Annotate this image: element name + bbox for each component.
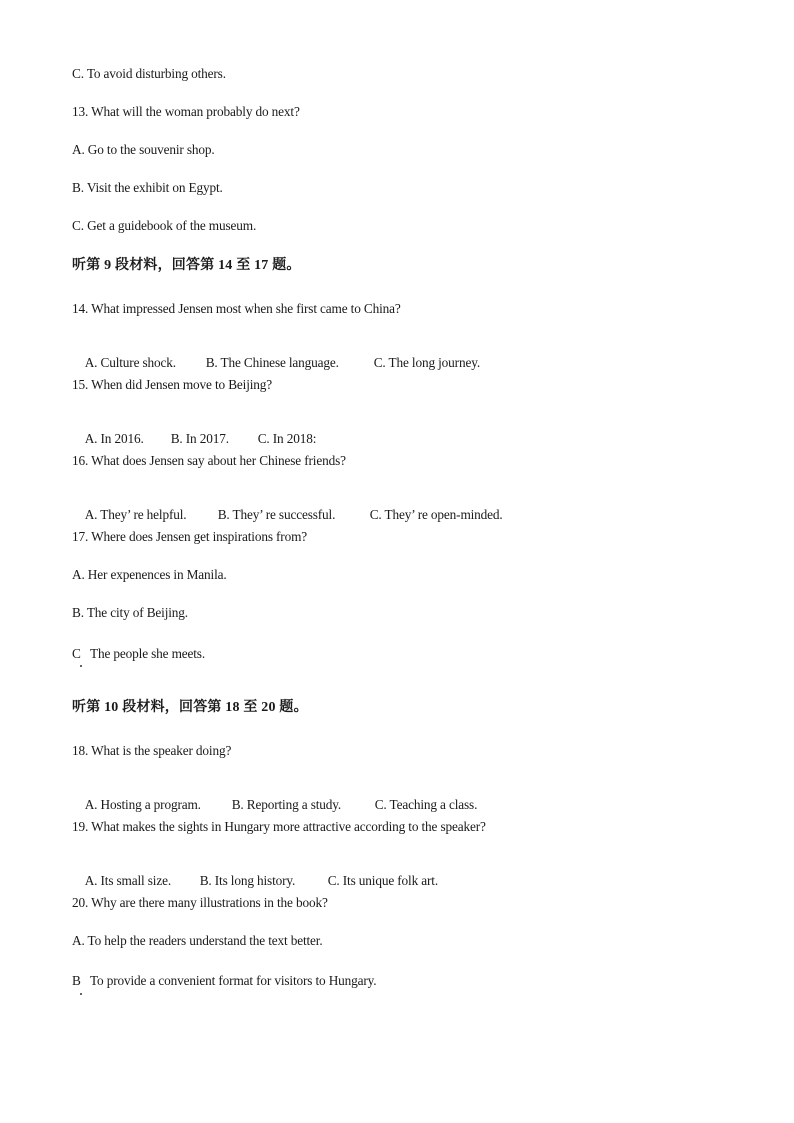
question-18: 18. What is the speaker doing?: [72, 743, 232, 758]
q13-option-a: A. Go to the souvenir shop.: [72, 142, 215, 157]
q15-option-c: C. In 2018:: [257, 431, 317, 446]
question-16: 16. What does Jensen say about her Chinese friends?: [72, 453, 346, 468]
q20-option-a: A. To help the readers understand the text better.: [72, 933, 323, 948]
q19-option-c: C. Its unique folk art.: [327, 873, 438, 888]
q14-option-b: B. The Chinese language.: [205, 355, 339, 370]
stray-dot-mark: [80, 993, 82, 995]
q13-option-b: B. Visit the exhibit on Egypt.: [72, 180, 223, 195]
q18-option-a: A. Hosting a program.: [84, 797, 201, 812]
q15-option-a: A. In 2016.: [84, 431, 144, 446]
q16-option-b: B. They’ re successful.: [217, 507, 336, 522]
q17-option-b: B. The city of Beijing.: [72, 605, 188, 620]
q19-option-b: B. Its long history.: [199, 873, 296, 888]
q18-option-b: B. Reporting a study.: [231, 797, 342, 812]
question-20: 20. Why are there many illustrations in the book?: [72, 895, 328, 910]
q15-option-b: B. In 2017.: [170, 431, 229, 446]
question-13: 13. What will the woman probably do next?: [72, 104, 300, 119]
q16-option-c: C. They’ re open-minded.: [369, 507, 503, 522]
stray-dot-mark: [80, 665, 82, 667]
section-10-heading: 听第 10 段材料，回答第 18 至 20 题。: [72, 700, 308, 715]
q20-option-b: B To provide a convenient format for visitors to Hungary.: [72, 973, 377, 988]
question-19: 19. What makes the sights in Hungary more attractive according to the speaker?: [72, 819, 486, 834]
q14-option-a: A. Culture shock.: [84, 355, 176, 370]
q13-option-c: C. Get a guidebook of the museum.: [72, 218, 257, 233]
q17-option-c: C The people she meets.: [72, 646, 206, 661]
q12-option-c: C. To avoid disturbing others.: [72, 66, 226, 81]
question-14: 14. What impressed Jensen most when she first came to China?: [72, 301, 401, 316]
question-15: 15. When did Jensen move to Beijing?: [72, 377, 273, 392]
q17-option-a: A. Her expenences in Manila.: [72, 567, 227, 582]
question-17: 17. Where does Jensen get inspirations from?: [72, 529, 308, 544]
q19-option-a: A. Its small size.: [84, 873, 172, 888]
q14-option-c: C. The long journey.: [373, 355, 481, 370]
q18-option-c: C. Teaching a class.: [374, 797, 478, 812]
q16-option-a: A. They’ re helpful.: [84, 507, 187, 522]
section-9-heading: 听第 9 段材料，回答第 14 至 17 题。: [72, 258, 301, 273]
